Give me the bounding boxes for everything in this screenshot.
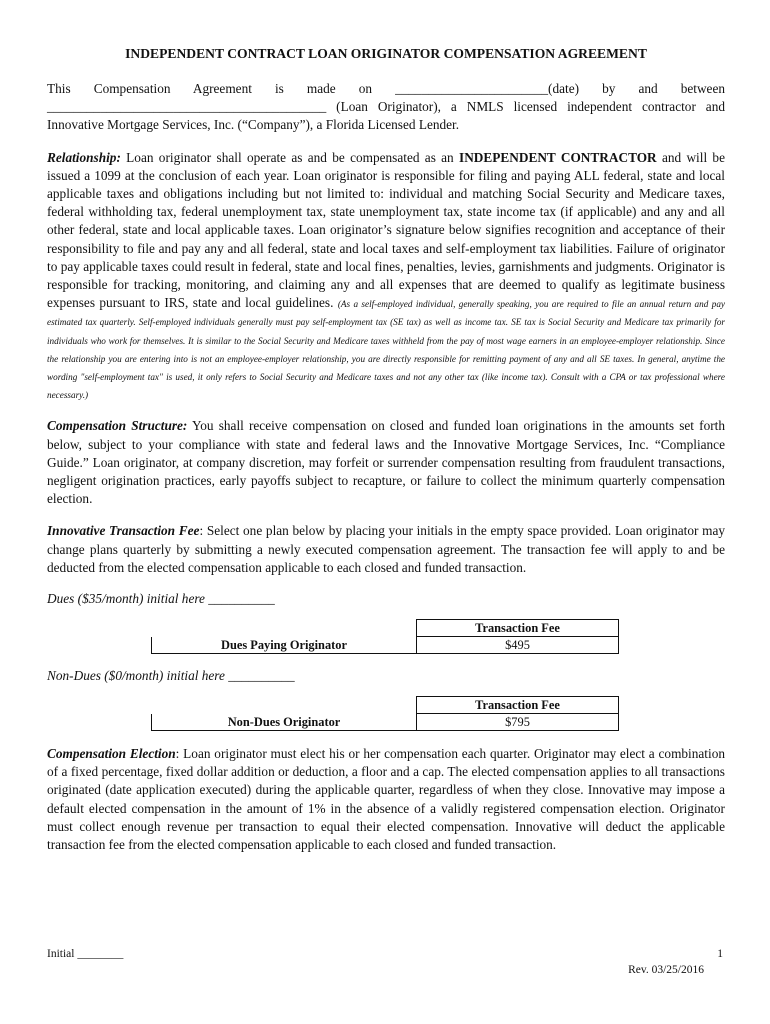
transaction-fee-text: : Select one plan below by placing your initials in the empty space provided. Loan originator may change plans quarterly by submitting a newly executed compensation agreement. The transaction fee will apply to and be deducted from the elected compensation applicable to each closed and funded transaction. (47, 523, 725, 575)
document-page (47, 46, 725, 868)
nondues-fee-value: $795 (417, 714, 619, 731)
intro-text-2: (date) by and between (548, 81, 725, 96)
document-title: INDEPENDENT CONTRACT LOAN ORIGINATOR COMPENSATION AGREEMENT (125, 46, 647, 61)
compensation-election-section (47, 745, 725, 854)
tax-note: (As a self-employed individual, generally speaking, you are required to file an annual return and pay estimated tax quarterly. Self-employed individuals generally must pay self-employment tax (SE tax) as well as income tax. SE tax is Social Security and Medicare tax primarily for individuals who work for themselves. It is similar to the Social Security and Medicare taxes withheld from the pay of most wage earners in an employee-employer relationship. Since the relationship you are entering into is not an employee-employer relationship, you are directly responsible for remitting payment of any and all SE taxes. In general, anytime the wording "self-employment tax" is used, it only refers to Social Security and Medicare taxes and not any other tax (like income tax). Consult with a CPA or tax professional where necessary.) (47, 299, 725, 401)
footer-initial[interactable]: Initial ________ (47, 948, 124, 960)
relationship-heading: Relationship: (47, 149, 121, 165)
relationship-text-2: and will be issued a 1099 at the conclusion of each year. Loan originator is responsible for filing and paying ALL federal, state and local applicable taxes and obligations including but not limited to: individual and matching Social Security and Medicare taxes, federal withholding tax, federal unemployment tax, state unemployment tax, state income tax (if applicable) and any and all other federal, state and local applicable taxes. Loan originator’s signature below signifies recognition and acceptance of their responsibility to file and pay any and all federal, state and local taxes and self-employment tax liabilities. Failure of originator to pay applicable taxes could result in federal, state and local fines, penalties, levies, garnishments and judgments. Originator is responsible for tracking, monitoring, and claiming any and all expenses that are deemed to qualify as legitimate business expenses pursuant to IRS, state and local guidelines. (47, 149, 725, 311)
compensation-structure-heading: Compensation Structure: (47, 418, 188, 434)
transaction-fee-section (47, 522, 725, 577)
independent-contractor-emphasis: INDEPENDENT CONTRACTOR (459, 149, 657, 165)
dues-initial-line[interactable]: Dues ($35/month) initial here __________ (47, 591, 275, 607)
nondues-table-header: Transaction Fee (417, 697, 619, 714)
nondues-initial-line[interactable]: Non-Dues ($0/month) initial here __________ (47, 668, 295, 684)
page-number: 1 (717, 948, 723, 960)
nondues-row-label: Non-Dues Originator (152, 714, 417, 731)
transaction-fee-heading: Innovative Transaction Fee (47, 523, 200, 539)
compensation-election-text: : Loan originator must elect his or her compensation each quarter. Originator may elect a combination of a fixed percentage, fixed dollar addition or deduction, a floor and a cap. The elected compensation applies to all transactions originated (date application executed) during the applicable quarter, regardless of when they close. Innovative may impose a default elected compensation in the amount of 1% in the absence of a validly registered compensation election. Originator must collect enough revenue per transaction to equal their elected compensation. Innovative will deduct the applicable transaction fee from the elected compensation applicable to each closed and funded transaction. (47, 746, 725, 853)
compensation-structure-section (47, 417, 725, 508)
revision-date: Rev. 03/25/2016 (628, 964, 704, 976)
date-blank[interactable]: _______________________ (395, 81, 549, 96)
originator-name-blank[interactable]: __________________________________________ (47, 99, 327, 115)
nondues-fee-table (151, 696, 619, 731)
relationship-text-1: Loan originator shall operate as and be compensated as an (120, 149, 460, 165)
dues-table-header: Transaction Fee (417, 620, 619, 637)
dues-fee-value: $495 (417, 637, 619, 654)
dues-row-label: Dues Paying Originator (152, 637, 417, 654)
compensation-election-heading: Compensation Election (47, 746, 176, 762)
intro-text-3: (Loan Originator), a NMLS licensed independent contractor and Innovative Mortgage Services, Inc. (“Company”), a Florida Licensed Lender. (47, 99, 725, 133)
compensation-structure-text: You shall receive compensation on closed and funded loan originations in the amounts set forth below, subject to your compliance with state and federal laws and the Innovative Mortgage Services, Inc. “Compliance Guide.” Loan originator, at company discretion, may forfeit or surrender compensation resulting from fraudulent transactions, negligent origination practices, early payoffs subject to recapture, or failure to collect the minimum quarterly compensation election. (47, 418, 725, 507)
dues-fee-table (151, 619, 619, 654)
intro-text-1: This Compensation Agreement is made on (47, 81, 396, 96)
intro-paragraph (47, 80, 725, 135)
relationship-section (47, 149, 725, 404)
